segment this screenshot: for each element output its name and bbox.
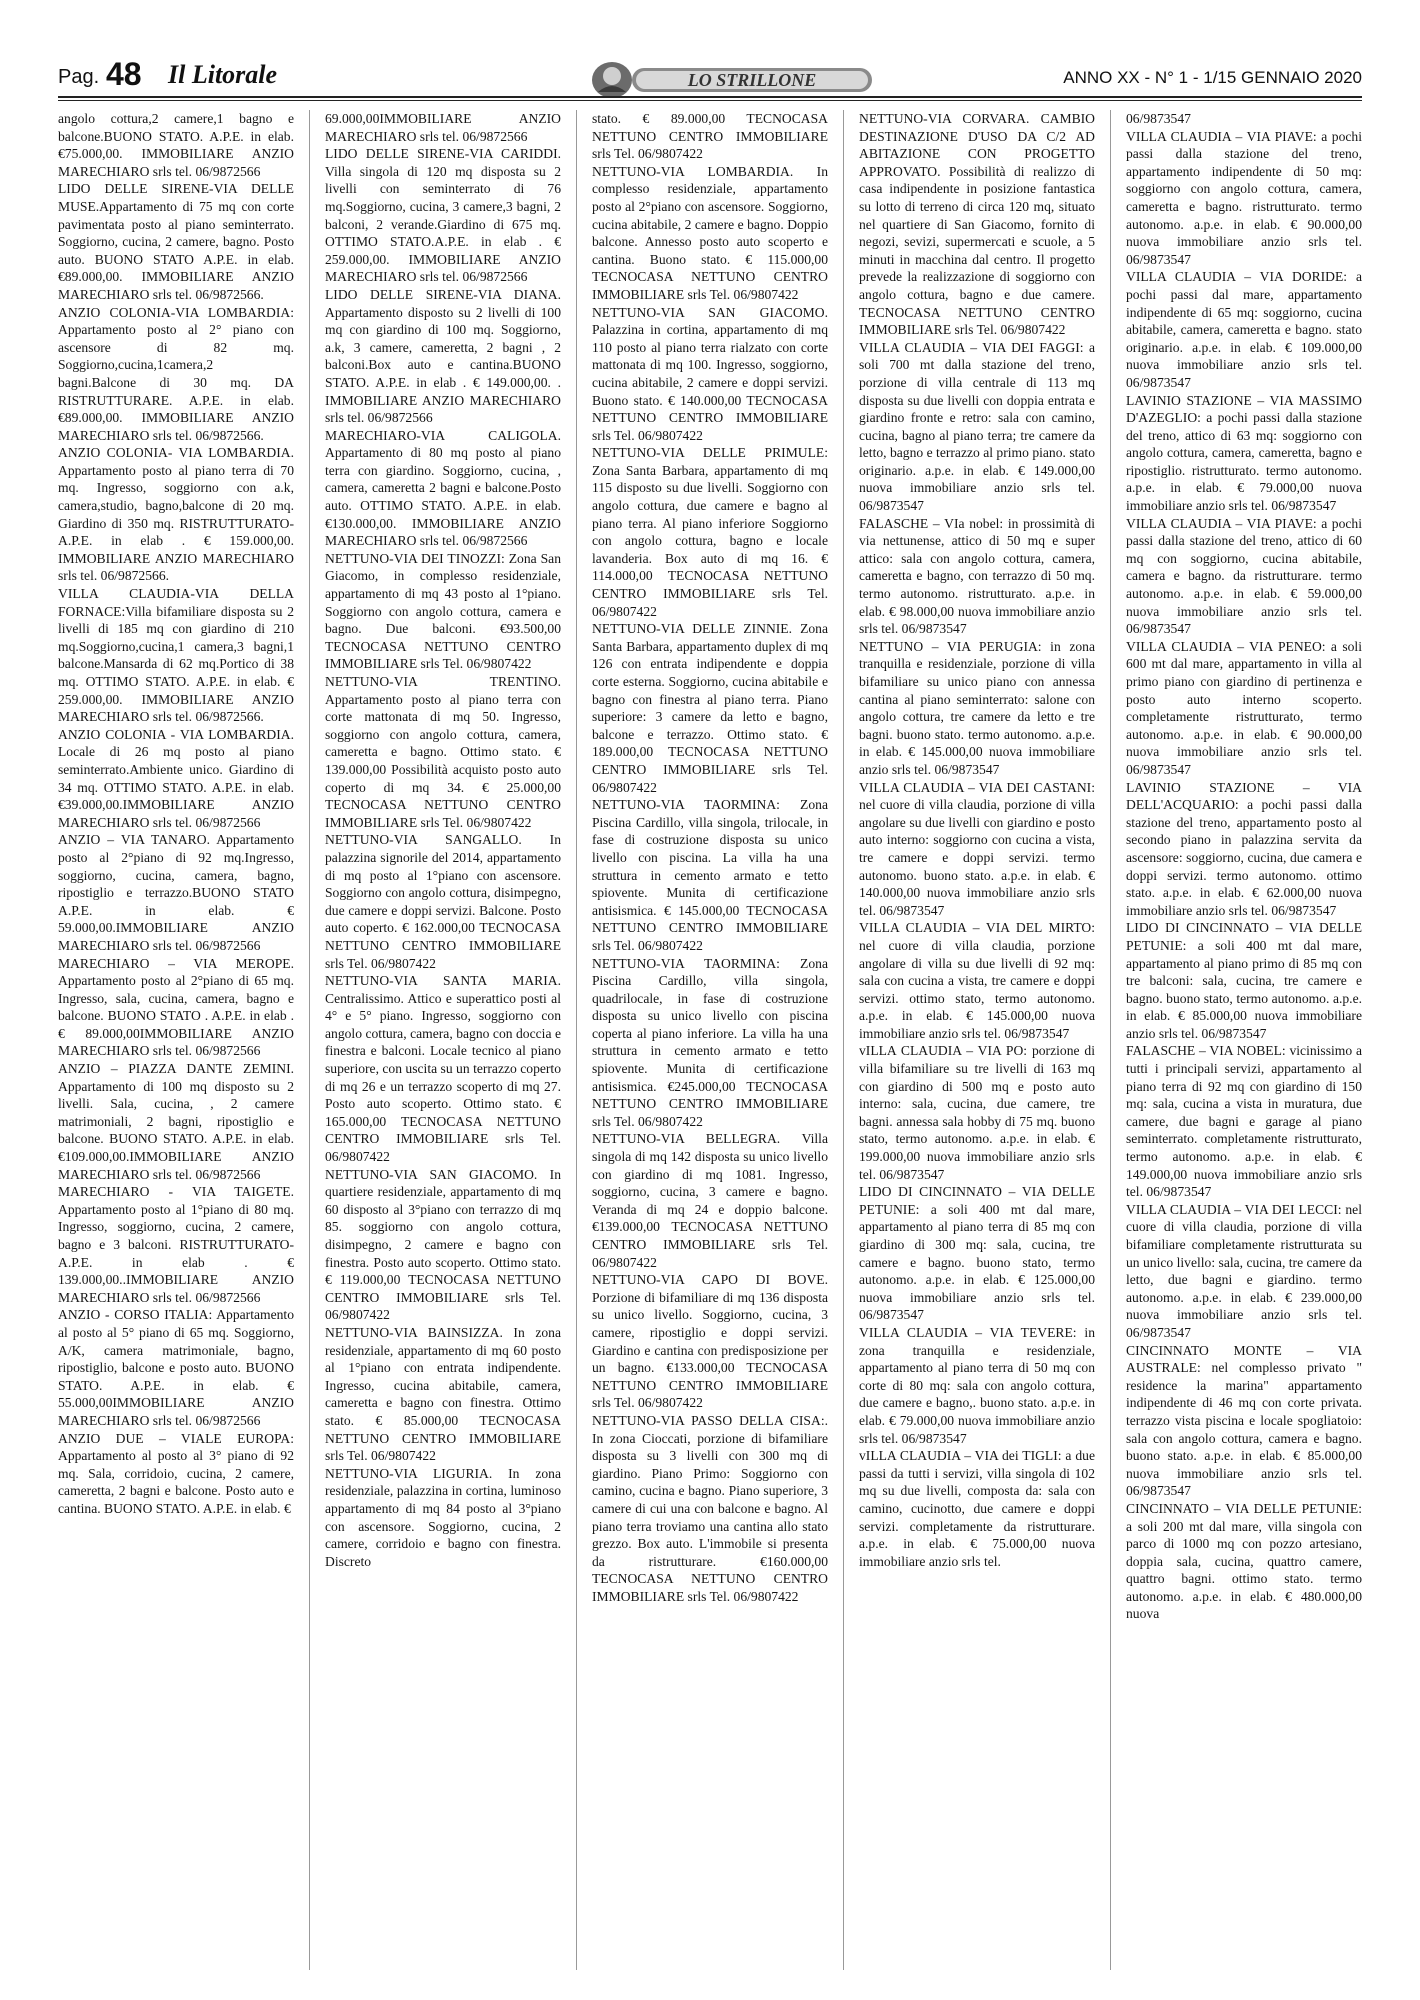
page-header xyxy=(58,56,1362,98)
classified-listing: angolo cottura,2 camere,1 bagno e balcone.BUONO STATO. A.P.E. in elab. €75.000,00. IMMOBILIARE ANZIO MARECHIARO srls tel. 06/9872566 xyxy=(58,111,294,179)
classified-listing: LIDO DELLE SIRENE-VIA DIANA. Appartamento disposto su 2 livelli di 100 mq con giardino di 100 mq. Soggiorno, a.k, 3 camere, cameretta, 2 bagni , 2 balconi.Box auto e cantina.BUONO STATO. A.P.E. in elab . € 149.000,00. . IMMOBILIARE ANZIO MARECHIARO srls tel. 06/9872566 xyxy=(325,286,561,426)
classified-listing: VILLA CLAUDIA – VIA DEI FAGGI: a soli 700 mt dalla stazione del treno, porzione di villa centrale di 113 mq disposta su due livelli con doppia entrata e giardino fronte e retro: sala con camino, cucina, bagno al piano terra; tre camere da letto, bagno e terrazzo al primo piano. stato originario. a.p.e. in elab. € 149.000,00 nuova immobiliare anzio srls tel. 06/9873547 xyxy=(859,339,1095,514)
classified-listing: NETTUNO-VIA BAINSIZZA. In zona residenziale, appartamento di mq 60 posto al 1°piano con entrata indipendente. Ingresso, cucina abitabile, camera, cameretta e bagno con finestra. Ottimo stato. € 85.000,00 TECNOCASA NETTUNO CENTRO IMMOBILIARE srls Tel. 06/9807422 xyxy=(325,1324,561,1464)
classified-listing: MARECHIARO – VIA MEROPE. Appartamento posto al 2°piano di 65 mq. Ingresso, sala, cucina, camera, bagno e balcone. BUONO STATO . A.P.E. in elab . € 89.000,00IMMOBILIARE ANZIO MARECHIARO srls tel. 06/9872566 xyxy=(58,955,294,1059)
classified-listing: vILLA CLAUDIA – VIA dei TIGLI: a due passi da tutti i servizi, villa singola di 102 mq su due livelli, composta da: sala con camino, cucinotto, due camere e doppi servizi. completamente da ristrutturare. a.p.e. in elab. € 75.000,00 nuova immobiliare anzio srls tel. xyxy=(859,1448,1095,1569)
classified-listing: FALASCHE – VIa nobel: in prossimità di via nettunense, attico di 50 mq e super attico: sala con angolo cottura, camera, cameretta e bagno, con terrazzo di 50 mq. termo autonomo. ristrutturato. a.p.e. in elab. € 98.000,00 nuova immobiliare anzio srls tel. 06/9873547 xyxy=(859,515,1095,637)
classified-listing: 69.000,00IMMOBILIARE ANZIO MARECHIARO srls tel. 06/9872566 xyxy=(325,111,561,144)
classified-listing: LIDO DI CINCINNATO – VIA DELLE PETUNIE: a soli 400 mt dal mare, appartamento al piano primo di 85 mq con tre balconi: sala, cucina, tre camere e bagno. buono stato, termo autonomo. a.p.e. in elab. € 85.000,00 nuova immobiliare anzio srls tel. 06/9873547 xyxy=(1126,920,1362,1041)
classified-listing: ANZIO COLONIA-VIA LOMBARDIA: Appartamento posto al 2° piano con ascensore di 82 mq. Soggiorno,cucina,1camera,2 bagni.Balcone di 30 mq. DA RISTRUTTURARE. A.P.E. in elab. €89.000,00. IMMOBILIARE ANZIO MARECHIARO srls tel. 06/9872566. xyxy=(58,304,294,443)
header-rule xyxy=(58,96,1362,98)
classified-listing: VILLA CLAUDIA – VIA TEVERE: in zona tranquilla e residenziale, appartamento al piano terra di 50 mq con corte di 80 mq: sala con angolo cottura, due camere e bagno,. buono stato. a.p.e. in elab. € 79.000,00 nuova immobiliare anzio srls tel. 06/9873547 xyxy=(859,1324,1095,1446)
classified-listing: ANZIO COLONIA - VIA LOMBARDIA. Locale di 26 mq posto al piano seminterrato.Ambiente unico. Giardino di 34 mq. OTTIMO STATO. A.P.E. in elab. €39.000,00.IMMOBILIARE ANZIO MARECHIARO srls tel. 06/9872566 xyxy=(58,726,294,830)
classified-listing: ANZIO DUE – VIALE EUROPA: Appartamento al posto al 3° piano di 92 mq. Sala, corridoio, cucina, 2 camere, cameretta, 2 bagni e balcone. Posto auto e cantina. BUONO STATO. A.P.E. in elab. € xyxy=(58,1430,294,1516)
classified-listing: CINCINNATO – VIA DELLE PETUNIE: a soli 200 mt dal mare, villa singola con parco di 1000 mq con pozzo artesiano, doppia sala, cucina, quattro camere, quattro bagni. ottimo stato. termo autonomo. a.p.e. in elab. € 480.000,00 nuova xyxy=(1126,1500,1362,1622)
classified-listing: LIDO DELLE SIRENE-VIA DELLE MUSE.Appartamento di 75 mq con corte pavimentata posto al piano seminterrato. Soggiorno, cucina, 2 camere, bagno. Posto auto. BUONO STATO A.P.E. in elab. €89.000,00. IMMOBILIARE ANZIO MARECHIARO srls tel. 06/9872566. xyxy=(58,181,294,302)
classified-listing: NETTUNO-VIA SAN GIACOMO. In quartiere residenziale, appartamento di mq 60 disposto al 3°piano con terrazzo di mq 85. soggiorno con angolo cottura, disimpegno, 2 camere e bagno con finestra. Posto auto scoperto. Ottimo stato. € 119.000,00 TECNOCASA NETTUNO CENTRO IMMOBILIARE srls Tel. 06/9807422 xyxy=(325,1166,561,1323)
classified-listing: NETTUNO-VIA CORVARA. CAMBIO DESTINAZIONE D'USO DA C/2 AD ABITAZIONE CON PROGETTO APPROVATO. Possibilità di realizzo di casa indipendente in posizione fantastica su lotto di terreno di circa 120 mq, situato nel quartiere di San Giacomo, fornito di negozi, sevizi, supermercati e scuole, a 5 minuti in macchina dal centro. Il progetto prevede la realizzazione di soggiorno con angolo cottura, bagno e due camere. TECNOCASA NETTUNO CENTRO IMMOBILIARE srls Tel. 06/9807422 xyxy=(859,111,1095,338)
classified-listing: NETTUNO-VIA TRENTINO. Appartamento posto al piano terra con corte mattonata di mq 50. Ingresso, soggiorno con angolo cottura, camera, cameretta e bagno. Ottimo stato. € 139.000,00 Possibilità acquisto posto auto coperto di mq 34. € 25.000,00 TECNOCASA NETTUNO CENTRO IMMOBILIARE srls Tel. 06/9807422 xyxy=(325,674,561,830)
classified-listing: NETTUNO-VIA DELLE PRIMULE: Zona Santa Barbara, appartamento di mq 115 disposto su due livelli. Soggiorno con angolo cottura, due camere e bagno al piano terra. Al piano inferiore Soggiorno con angolo cottura, bagno e locale lavanderia. Box auto di mq 16. € 114.000,00 TECNOCASA NETTUNO CENTRO IMMOBILIARE srls Tel. 06/9807422 xyxy=(592,445,828,619)
classified-listing: NETTUNO-VIA SANGALLO. In palazzina signorile del 2014, appartamento di mq posto al 1°piano con ascensore. Soggiorno con angolo cottura, disimpegno, due camere e doppi servizi. Balcone. Posto auto coperto. € 162.000,00 TECNOCASA NETTUNO CENTRO IMMOBILIARE srls Tel. 06/9807422 xyxy=(325,832,561,971)
classified-listing: MARECHIARO-VIA CALIGOLA. Appartamento di 80 mq posto al piano terra con giardino. Soggiorno, cucina, , camera, cameretta 2 bagni e balcone.Posto auto. OTTIMO STATO. A.P.E. in elab. €130.000,00. IMMOBILIARE ANZIO MARECHIARO srls tel. 06/9872566 xyxy=(325,427,561,549)
classified-listing: NETTUNO-VIA LOMBARDIA. In complesso residenziale, appartamento posto al 2°piano con ascensore. Soggiorno, cucina abitabile, 2 camere e bagno. Doppio balcone. Annesso posto auto scoperto e cantina. Buono stato. € 115.000,00 TECNOCASA NETTUNO CENTRO IMMOBILIARE srls Tel. 06/9807422 xyxy=(592,163,828,302)
column-4 xyxy=(859,110,1095,1980)
page-label: Pag. xyxy=(58,66,100,88)
classified-listing: CINCINNATO MONTE – VIA AUSTRALE: nel complesso privato " residence la marina" appartamento indipendente di 46 mq con corte privata. terrazzo vista piscina e locale spogliatoio: sala con angolo cottura, camera e bagno. buono stato. a.p.e. in elab. € 85.000,00 nuova immobiliare anzio srls tel. 06/9873547 xyxy=(1126,1342,1362,1499)
page-number: 48 xyxy=(106,56,142,92)
classified-listing: NETTUNO-VIA TAORMINA: Zona Piscina Cardillo, villa singola, trilocale, in fase di costruzione disposta su unico livello con piscina. La villa ha una struttura in cemento armato e tetto spiovente. Munita di certificazione antisismica. € 145.000,00 TECNOCASA NETTUNO CENTRO IMMOBILIARE srls Tel. 06/9807422 xyxy=(592,797,828,953)
classified-listing: NETTUNO-VIA CAPO DI BOVE. Porzione di bifamiliare di mq 136 disposta su unico livello. Soggiorno, cucina, 3 camere, ripostiglio e doppi servizi. Giardino e cantina con predisposizione per un bagno. €133.000,00 TECNOCASA NETTUNO CENTRO IMMOBILIARE srls Tel. 06/9807422 xyxy=(592,1272,828,1411)
classified-listing: ANZIO COLONIA- VIA LOMBARDIA. Appartamento posto al piano terra di 70 mq. Ingresso, soggiorno con a.k, camera,studio, bagno,balcone di 20 mq. Giardino di 350 mq. RISTRUTTURATO-A.P.E. in elab . € 159.000,00. IMMOBILIARE ANZIO MARECHIARO srls tel. 06/9872566. xyxy=(58,445,294,584)
classified-listing: NETTUNO-VIA PASSO DELLA CISA:. In zona Cioccati, porzione di bifamiliare disposta su 3 livelli con 300 mq di giardino. Piano Primo: Soggiorno con camino, cucina e bagno. Piano superiore, 3 camere di cui una con balcone e bagno. Al piano terra troviamo una cantina allo stato grezzo. Box auto. L'immobile si presenta da ristrutturare. €160.000,00 TECNOCASA NETTUNO CENTRO IMMOBILIARE srls Tel. 06/9807422 xyxy=(592,1412,828,1604)
classified-listing: NETTUNO-VIA TAORMINA: Zona Piscina Cardillo, villa singola, quadrilocale, in fase di costruzione disposta su unico livello con piscina coperta al piano inferiore. La villa ha una struttura in cemento armato e tetto spiovente. Munita di certificazione antisismica. €245.000,00 TECNOCASA NETTUNO CENTRO IMMOBILIARE srls Tel. 06/9807422 xyxy=(592,955,828,1129)
classified-listing: VILLA CLAUDIA – VIA PENEO: a soli 600 mt dal mare, appartamento in villa al primo piano con giardino di pertinenza e posto auto interno scoperto. completamente ristrutturato, termo autonomo. a.p.e. in elab. € 90.000,00 nuova immobiliare anzio srls tel. 06/9873547 xyxy=(1126,638,1362,777)
classified-listing: VILLA CLAUDIA-VIA DELLA FORNACE:Villa bifamiliare disposta su 2 livelli di 185 mq con giardino di 210 mq.Soggiorno,cucina,1 camera,3 bagni,1 balcone.Mansarda di 62 mq.Portico di 38 mq. OTTIMO STATO. A.P.E. in elab. € 259.000,00. IMMOBILIARE ANZIO MARECHIARO srls tel. 06/9872566. xyxy=(58,586,294,725)
column-1 xyxy=(58,110,294,1980)
classified-listing: VILLA CLAUDIA – VIA DEI CASTANI: nel cuore di villa claudia, porzione di villa angolare su due livelli con giardino e posto auto interno: soggiorno con cucina a vista, tre camere e doppi servizi. termo autonomo. buono stato. a.p.e. in elab. € 140.000,00 nuova immobiliare anzio srls tel. 06/9873547 xyxy=(859,779,1095,918)
classified-listing: NETTUNO-VIA DELLE ZINNIE. Zona Santa Barbara, appartamento duplex di mq 126 con entrata indipendente e doppia corte esterna. Soggiorno, cucina abitabile e bagno con finestra al piano terra. Piano superiore: 3 camere da letto e bagno, balcone e terrazzo. Ottimo stato. € 189.000,00 TECNOCASA NETTUNO CENTRO IMMOBILIARE srls Tel. 06/9807422 xyxy=(592,621,828,795)
classified-listing: NETTUNO-VIA BELLEGRA. Villa singola di mq 142 disposta su unico livello con giardino di mq 1081. Ingresso, soggiorno, cucina, 3 camere e bagno. Veranda di mq 24 e doppio balcone. €139.000,00 TECNOCASA NETTUNO CENTRO IMMOBILIARE srls Tel. 06/9807422 xyxy=(592,1131,828,1270)
classified-listing: 06/9873547 xyxy=(1126,111,1191,126)
header-rule-thin xyxy=(58,100,1362,101)
publication-title: Il Litorale xyxy=(168,60,278,89)
classified-listing: VILLA CLAUDIA – VIA PIAVE: a pochi passi dalla stazione del treno, appartamento indipendente di 50 mq: soggiorno con angolo cottura, camera, cameretta e bagno. ristrutturato. termo autonomo. a.p.e. in elab. € 90.000,00 nuova immobiliare anzio srls tel. 06/9873547 xyxy=(1126,128,1362,267)
classified-listing: NETTUNO-VIA LIGURIA. In zona residenziale, palazzina in cortina, luminoso appartamento di mq 84 posto al 3°piano con ascensore. Soggiorno, cucina, 2 camere, corridoio e bagno con finestra. Discreto xyxy=(325,1465,561,1569)
logo-wordmark: LO STRILLONE xyxy=(687,70,817,90)
classified-listing: VILLA CLAUDIA – VIA DEI LECCI: nel cuore di villa claudia, porzione di villa bifamiliare completamente ristrutturata su un unico livello: sala, cucina, tre camere da letto, due bagni e giardino. termo autonomo. a.p.e. in elab. € 239.000,00 nuova immobiliare anzio srls tel. 06/9873547 xyxy=(1126,1201,1362,1340)
classified-listing: vILLA CLAUDIA – VIA PO: porzione di villa bifamiliare su tre livelli di 163 mq con giardino di 500 mq e posto auto interno: sala, cucina, due camere, tre bagni. annessa sala hobby di 75 mq. buono stato, termo autonomo. a.p.e. in elab. € 199.000,00 nuova immobiliare anzio srls tel. 06/9873547 xyxy=(859,1043,1095,1182)
classified-listing: MARECHIARO - VIA TAIGETE. Appartamento posto al 1°piano di 80 mq. Ingresso, soggiorno, cucina, 2 camere, bagno e 3 balconi. RISTRUTTURATO- A.P.E. in elab . € 139.000,00..IMMOBILIARE ANZIO MARECHIARO srls tel. 06/9872566 xyxy=(58,1184,294,1305)
column-5 xyxy=(1126,110,1362,1980)
classified-listing: FALASCHE – VIA NOBEL: vicinissimo a tutti i principali servizi, appartamento al piano terra di 92 mq con giardino di 150 mq: sala, cucina a vista in muratura, due camere, due bagni e garage al piano seminterrato. completamente ristrutturato, termo autonomo. a.p.e. in elab. € 149.000,00 nuova immobiliare anzio srls tel. 06/9873547 xyxy=(1126,1043,1362,1200)
classified-listing: VILLA CLAUDIA – VIA DEL MIRTO: nel cuore di villa claudia, porzione angolare di villa su due livelli di 92 mq: sala con cucina a vista, tre camere e doppi servizi. ottimo stato, termo autonomo. a.p.e. in elab. € 145.000,00 nuova immobiliare anzio srls tel. 06/9873547 xyxy=(859,920,1095,1041)
column-3 xyxy=(592,110,828,1980)
classified-listing: ANZIO – PIAZZA DANTE ZEMINI. Appartamento di 100 mq disposto su 2 livelli. Sala, cucina, , 2 camere matrimoniali, 2 bagni, ripostiglio e balcone. BUONO STATO. A.P.E. in elab. €109.000,00.IMMOBILIARE ANZIO MARECHIARO srls tel. 06/9872566 xyxy=(58,1061,294,1182)
classified-listing: LIDO DELLE SIRENE-VIA CARIDDI. Villa singola di 120 mq disposta su 2 livelli con seminterrato di 76 mq.Soggiorno, cucina, 3 camere,3 bagni, 2 balconi, 2 verande.Giardino di 675 mq. OTTIMO STATO.A.P.E. in elab . € 259.000,00. IMMOBILIARE ANZIO MARECHIARO srls tel. 06/9872566 xyxy=(325,146,561,285)
classified-listing: LIDO DI CINCINNATO – VIA DELLE PETUNIE: a soli 400 mt dal mare, appartamento al piano terra di 85 mq con giardino di 300 mq: sala, cucina, tre camere e bagno. buono stato, termo autonomo. a.p.e. in elab. € 125.000,00 nuova immobiliare anzio srls tel. 06/9873547 xyxy=(859,1184,1095,1323)
classified-listing: LAVINIO STAZIONE – VIA MASSIMO D'AZEGLIO: a pochi passi dalla stazione del treno, attico di 63 mq: soggiorno con angolo cottura, camera, cameretta, bagno e ripostiglio. ristrutturato. termo autonomo. a.p.e. in elab. € 79.000,00 nuova immobiliare anzio srls tel. 06/9873547 xyxy=(1126,392,1362,514)
classified-listing: ANZIO - CORSO ITALIA: Appartamento al posto al 5° piano di 65 mq. Soggiorno, A/K, camera matrimoniale, bagno, ripostiglio, balcone e posto auto. BUONO STATO. A.P.E. in elab. € 55.000,00IMMOBILIARE ANZIO MARECHIARO srls tel. 06/9872566 xyxy=(58,1307,294,1428)
classified-listing: NETTUNO-VIA SAN GIACOMO. Palazzina in cortina, appartamento di mq 110 posto al piano terra rialzato con corte mattonata di mq 100. Ingresso, soggiorno, cucina abitabile, 2 camere e doppi servizi. Buono stato. € 140.000,00 TECNOCASA NETTUNO CENTRO IMMOBILIARE srls Tel. 06/9807422 xyxy=(592,304,828,443)
column-2 xyxy=(325,110,561,1980)
issue-info: ANNO XX - N° 1 - 1/15 GENNAIO 2020 xyxy=(1063,68,1362,87)
classified-listing: VILLA CLAUDIA – VIA DORIDE: a pochi passi dal mare, appartamento indipendente di 65 mq: soggiorno, cucina abitabile, camera, cameretta e bagno. stato originario. a.p.e. in elab. € 109.000,00 nuova immobiliare anzio srls tel. 06/9873547 xyxy=(1126,269,1362,390)
classified-listing: stato. € 89.000,00 TECNOCASA NETTUNO CENTRO IMMOBILIARE srls Tel. 06/9807422 xyxy=(592,111,828,162)
lo-strillone-logo xyxy=(588,58,878,100)
classified-listing: NETTUNO-VIA SANTA MARIA. Centralissimo. Attico e superattico posti al 4° e 5° piano. Ingresso, soggiorno con angolo cottura, camera, bagno con doccia e finestra e balconi. Locale tecnico al piano superiore, con uscita su un terrazzo coperto di mq 26 e un terrazzo scoperto di mq 27. Posto auto scoperto. Ottimo stato. € 165.000,00 TECNOCASA NETTUNO CENTRO IMMOBILIARE srls Tel. 06/9807422 xyxy=(325,973,561,1165)
classified-listing: LAVINIO STAZIONE – VIA DELL'ACQUARIO: a pochi passi dalla stazione del treno, appartamento posto al secondo piano in palazzina servita da ascensore: soggiorno, cucina, due camera e doppi servizi. termo autonomo. ottimo stato. a.p.e. in elab. € 62.000,00 nuova immobiliare anzio srls tel. 06/9873547 xyxy=(1126,779,1362,918)
classified-listing: ANZIO – VIA TANARO. Appartamento posto al 2°piano di 92 mq.Ingresso, soggiorno, cucina, camera, bagno, ripostiglio e terrazzo.BUONO STATO A.P.E. in elab. € 59.000,00.IMMOBILIARE ANZIO MARECHIARO srls tel. 06/9872566 xyxy=(58,832,294,953)
classified-listing: NETTUNO – VIA PERUGIA: in zona tranquilla e residenziale, porzione di villa bifamiliare su unico piano con annessa cantina al piano seminterrato: salone con angolo cottura, tre camere da letto e tre bagni. buono stato. termo autonomo. a.p.e. in elab. € 145.000,00 nuova immobiliare anzio srls tel. 06/9873547 xyxy=(859,638,1095,777)
classified-listing: VILLA CLAUDIA – VIA PIAVE: a pochi passi dalla stazione del treno, attico di 60 mq con soggiorno, cucina abitabile, camera e bagno. da ristrutturare. termo autonomo. a.p.e. in elab. € 59.000,00 nuova immobiliare anzio srls tel. 06/9873547 xyxy=(1126,515,1362,637)
classified-columns xyxy=(58,110,1362,1980)
classified-listing: NETTUNO-VIA DEI TINOZZI: Zona San Giacomo, in complesso residenziale, appartamento di mq 43 posto al 1°piano. Soggiorno con angolo cottura, camera e bagno. Due balconi. €93.500,00 TECNOCASA NETTUNO CENTRO IMMOBILIARE srls Tel. 06/9807422 xyxy=(325,550,561,672)
